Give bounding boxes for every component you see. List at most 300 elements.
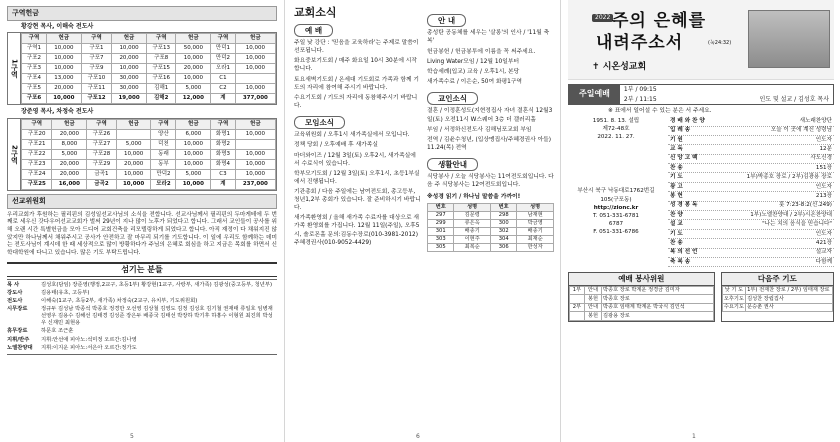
table-cell: 구포20: [22, 129, 52, 139]
staff-role: 시무장로: [7, 306, 28, 313]
column-header: 구역: [211, 119, 236, 129]
table-cell: 구포7: [81, 54, 111, 64]
address: 부산시 북구 낙동대로1762번길 105(구포동): [577, 188, 655, 203]
church-info: [568, 117, 664, 267]
table-cell: 237,000: [235, 179, 275, 189]
table-cell: 박금영: [517, 219, 554, 227]
order-label: 봉 헌: [670, 192, 683, 199]
news-item: 새가족환영회 / 올해 새가족 수료자를 대상으로 새가족 환영회를 가집니다. 12월 11일(주일), 오후5시, 솔로몬홀 문의:김동수장로(010-3981-2012) 주혜경권사(010-9052-4429): [294, 215, 420, 246]
table-cell: 10,000: [235, 84, 275, 94]
table-row: [22, 149, 276, 159]
table-cell: 구포27: [87, 139, 117, 149]
column-header: 구역: [22, 34, 47, 44]
service-volunteers: [568, 272, 715, 321]
table-cell: 10,000: [47, 44, 82, 54]
table-cell: [235, 139, 275, 149]
table-cell: 남재현: [517, 211, 554, 219]
staff-role: 목 사: [7, 281, 20, 288]
column-header: 구역: [146, 34, 176, 44]
zone2-leader: 장준영 목사, 차정숙 전도사: [21, 108, 94, 116]
table-cell: 16,000: [52, 179, 87, 189]
column-header: 헌금: [176, 119, 211, 129]
staff-names: 이해숙(1교구, 초등2부, 새가족) 차정숙(2교구, 유치부, 기도위원회): [41, 297, 198, 304]
staff-role: 휴무장로: [7, 328, 28, 335]
table-cell: 구포23: [22, 159, 52, 169]
table-cell: 298: [490, 211, 516, 219]
table-cell: 구포6: [22, 94, 47, 104]
table-cell: C3: [211, 169, 236, 179]
column-header: 헌금: [112, 34, 147, 44]
column-header: 헌금: [116, 119, 151, 129]
table-cell: [116, 129, 151, 139]
table-row: [722, 295, 832, 304]
worship-tag: 예 배: [294, 24, 333, 37]
order-value: 새노래찬양단: [799, 117, 832, 124]
life-tag: 생활안내: [427, 158, 478, 171]
table-row: [428, 243, 554, 251]
order-label: 복 의 선 언: [670, 249, 698, 256]
order-label: 축 복 송: [670, 258, 691, 265]
column-header: 헌금: [235, 34, 275, 44]
table-cell: 300: [490, 219, 516, 227]
table-cell: C1: [211, 74, 236, 84]
table-cell: 배종기: [517, 227, 554, 235]
table-cell: 305: [428, 243, 454, 251]
meeting-tag: 모임소식: [294, 116, 345, 129]
order-row: [668, 127, 834, 136]
order-label: 기 원: [670, 136, 683, 143]
table-row: [22, 94, 276, 104]
table-cell: 금곡1: [87, 169, 117, 179]
table-cell: 20,000: [176, 64, 211, 74]
news-column-left: [294, 6, 421, 252]
staff-role: 전도사: [7, 297, 23, 304]
church-building-image: [748, 10, 830, 68]
table-cell: 10,000: [116, 179, 151, 189]
volume: 제72-48호: [602, 126, 630, 133]
table-row: [428, 219, 554, 227]
table-cell: 10,000: [47, 64, 82, 74]
column-header: 헌금: [235, 119, 275, 129]
order-label: 찬 송: [670, 164, 683, 171]
order-label: 찬 양: [670, 211, 683, 218]
table-cell: 오라1: [211, 64, 236, 74]
table-cell: 10,000: [235, 44, 275, 54]
table-cell: 김성찬 장립집사: [746, 295, 833, 304]
bible-title: ※성경 읽기 / 하나님 말씀을 가까이!: [427, 193, 521, 200]
table-cell: 최복순: [454, 243, 491, 251]
staff-role: 노엘찬양대: [7, 344, 33, 351]
order-value: 사도신경: [810, 155, 832, 162]
staff-names: 하문호 조근훈: [41, 328, 74, 335]
column-header: 성명: [454, 203, 491, 211]
table-cell: 구포11: [81, 84, 111, 94]
table-cell: 19,000: [112, 94, 147, 104]
news-item: 마더와이즈 / 12월 3일(토) 오후2시, 새가족실에서 수료식이 있습니다.: [294, 152, 416, 167]
order-row: [668, 249, 834, 258]
table-cell: 구포16: [146, 74, 176, 84]
order-row: [668, 258, 834, 267]
table-cell: 304: [490, 235, 516, 243]
order-value: 룻 7:23-8:2(신.249): [779, 202, 832, 209]
news-column-right: [427, 6, 554, 252]
member-tag: 교인소식: [427, 92, 478, 105]
table-cell: 봉헌: [584, 295, 601, 304]
news-item: 학습세례(입교) 교육 / 오후1시, 본당: [427, 68, 520, 75]
news-item: 부임 / 서정하신전도사 김해님포교회 부임: [427, 126, 532, 133]
table-cell: [570, 312, 585, 321]
table-cell: 299: [428, 219, 454, 227]
table-cell: 김해1: [146, 84, 176, 94]
table-cell: 화명3: [211, 149, 236, 159]
order-row: [668, 239, 834, 248]
table-cell: 박종호 장로: [602, 295, 714, 304]
table-cell: 10,000: [116, 169, 151, 179]
table-cell: 화명1: [211, 129, 236, 139]
news-item: 주일 낮 강단 : '믿음을 교육하라'는 주제로 말씀이 선포됩니다.: [294, 40, 419, 55]
table-cell: 30,000: [112, 84, 147, 94]
order-value: 213장: [815, 192, 832, 199]
table-cell: 1부) 전재찬 장로 / 2부) 임태재 장로: [746, 286, 833, 295]
service-2-time: 2부 / 11:15: [623, 95, 657, 103]
table-cell: 배종기: [454, 227, 491, 235]
column-header: 구역: [22, 119, 52, 129]
order-value: 421장: [815, 239, 832, 246]
order-value: 인도자: [815, 136, 832, 143]
news-item: 수요기도회 / 기도의 자리에 동참해주시기 바랍니다.: [294, 94, 418, 109]
table-cell: 306: [490, 243, 516, 251]
table-cell: 301: [428, 227, 454, 235]
news-item: 전역 / 김윤수청년, (입상맹집사/주혜경권사 아들) 11.24(목) 전역: [427, 136, 552, 151]
order-row: [668, 117, 834, 126]
table-cell: [570, 295, 585, 304]
table-row: [22, 159, 276, 169]
order-row: [668, 192, 834, 201]
date: 2022. 11. 27.: [597, 134, 635, 141]
table-row: [22, 169, 276, 179]
table-cell: 최재순: [517, 235, 554, 243]
year-badge: 2022: [592, 14, 613, 22]
zone1-leader: 황강현 목사, 이해숙 전도사: [21, 22, 94, 30]
table-cell: 류은옥: [454, 219, 491, 227]
table-cell: 10,000: [112, 64, 147, 74]
bible-table: [427, 203, 554, 252]
table-cell: 만덕1: [211, 44, 236, 54]
table-row: [722, 286, 832, 295]
service-leader: 인도 및 설교 / 김성호 목사: [759, 95, 829, 103]
staff-names: 김용태(유초, 고등부): [41, 289, 90, 296]
staff-names: 정규두 김성남 박종석 박종호 정경만 오선영 김상철 김영도 김정 김성호 김기철 권재태 류일호 임병재 선영우 김용수 김해선 김태경 김성준 장은두 배종국 김태선 박장하 박기후 하홍수 이형원 최진희 박성우 신재민 최현용: [41, 306, 273, 327]
table-cell: 동부: [151, 159, 176, 169]
column-header: 구역: [151, 119, 176, 129]
staff-role: 강도사: [7, 289, 23, 296]
table-cell: 10,000: [176, 149, 211, 159]
order-row: [668, 202, 834, 211]
order-label: 경 배 와 찬 양: [670, 117, 705, 124]
table-cell: 10,000: [176, 139, 211, 149]
table-cell: 계: [211, 179, 236, 189]
table-cell: 10,000: [176, 74, 211, 84]
news-item: Living Water모임 / 12월 10일부터: [427, 58, 520, 65]
table-cell: 양산: [151, 129, 176, 139]
table-cell: 구포28: [87, 149, 117, 159]
table-cell: 봉헌: [584, 312, 601, 321]
cover-title-2: 내려주소서: [596, 33, 684, 53]
staff-names: 지휘:안선애 피아노:석미정 오르간:김나영: [41, 336, 137, 343]
order-value: 다함께: [815, 258, 832, 265]
table-cell: 화명2: [211, 139, 236, 149]
table-cell: 금곡2: [87, 179, 117, 189]
order-value: 오늘 이 곳에 계신 성령님: [770, 127, 832, 134]
table-cell: 수요기도: [723, 304, 744, 311]
table-cell: 낮 기 도: [722, 286, 745, 295]
table-cell: 구포1: [81, 44, 111, 54]
table-cell: 10,000: [47, 54, 82, 64]
table-cell: 10,000: [235, 54, 275, 64]
service-1-time: 1부 / 09:15: [623, 86, 657, 93]
table-cell: 구포25: [22, 179, 52, 189]
table-cell: 모라2: [151, 179, 176, 189]
verse-ref: (눅24:32): [708, 40, 732, 46]
table-cell: 한성자: [517, 243, 554, 251]
table-cell: 구역1: [22, 44, 47, 54]
table-row: [22, 74, 276, 84]
table-cell: 구포8: [146, 54, 176, 64]
order-label: 교 독: [670, 145, 683, 152]
table-cell: 만덕2: [211, 54, 236, 64]
order-label: 광 고: [670, 183, 683, 190]
telephone: T. 051-331-6781: [593, 212, 639, 219]
table-cell: 구포15: [146, 64, 176, 74]
table-row: [570, 295, 714, 304]
table-cell: 20,000: [116, 159, 151, 169]
middle-panel: [286, 0, 560, 442]
order-value: 인도자: [815, 230, 832, 237]
prayer-title: 다음주 기도: [722, 273, 833, 285]
table-cell: 구포10: [81, 74, 111, 84]
table-cell: 13,000: [47, 74, 82, 84]
table-cell: 5,000: [52, 149, 87, 159]
table-cell: 20,000: [52, 159, 87, 169]
fax: F. 051-331-6786: [593, 228, 639, 235]
service-title: 예배 봉사위원: [569, 273, 714, 285]
news-item: 식당봉사 / 오늘 식당봉사는 11여전도회입니다. 다음 주 식당봉사는 12여전도회입니다.: [427, 174, 554, 189]
table-cell: 이현주: [454, 235, 491, 243]
table-cell: 구포22: [22, 149, 52, 159]
order-value: 12분: [819, 145, 832, 152]
table-cell: 안내: [584, 303, 601, 312]
news-item: 화요중보기도회 / 매주 화요일 10시 30분에 시작합니다.: [294, 58, 417, 73]
order-value: 인도자: [815, 183, 832, 190]
order-label: 기 도: [670, 174, 683, 181]
order-label: 기 도: [670, 230, 683, 237]
table-row: [22, 44, 276, 54]
table-cell: 10,000: [235, 129, 275, 139]
news-title: 교회소식: [294, 6, 337, 19]
news-item: 학부모기도회 / 12월 3일(토) 오후1시, 초등1부실에서 진행됩니다.: [294, 170, 420, 185]
column-header: 구역: [87, 119, 117, 129]
order-row: [668, 173, 834, 182]
order-label: 설 교: [670, 221, 683, 228]
table-cell: [235, 74, 275, 84]
column-header: 성명: [517, 203, 554, 211]
table-cell: 30,000: [112, 74, 147, 84]
order-row: [668, 145, 834, 154]
order-label: 입 례 송: [670, 127, 691, 134]
table-cell: 10,000: [235, 169, 275, 179]
table-cell: 계: [211, 94, 236, 104]
table-cell: 20,000: [47, 84, 82, 94]
table-cell: 구포26: [87, 129, 117, 139]
table-cell: 10,000: [112, 44, 147, 54]
table-header-row: [22, 34, 276, 44]
table-cell: 박종호 임태계 박계운 박국식 김인석: [602, 303, 714, 312]
table-row: [570, 312, 714, 321]
table-cell: 10,000: [235, 159, 275, 169]
page-number-mid: 6: [416, 432, 420, 440]
order-note: ※ 표에서 일어설 수 있는 분은 서 주세요.: [608, 108, 712, 114]
table-cell: 10,000: [47, 94, 82, 104]
table-header-row: [428, 203, 554, 211]
table-row: [22, 129, 276, 139]
table-cell: 10,000: [235, 64, 275, 74]
column-header: 구역: [211, 34, 236, 44]
table-cell: 20,000: [52, 169, 87, 179]
column-header: 헌금: [176, 34, 211, 44]
table-cell: 10,000: [176, 179, 211, 189]
table-cell: 구포13: [146, 44, 176, 54]
table-cell: 구포4: [22, 74, 47, 84]
sunday-service-box: [568, 84, 834, 105]
table-row: [22, 179, 276, 189]
offering-title: 구역헌금: [7, 6, 277, 21]
table-cell: 구포24: [22, 169, 52, 179]
table-cell: 문승춘 권사: [746, 303, 833, 312]
zone1-table: [7, 32, 277, 105]
table-cell: 297: [428, 211, 454, 219]
order-row: [668, 155, 834, 164]
table-cell: 20,000: [52, 129, 87, 139]
table-row: [428, 211, 554, 219]
table-cell: 5,000: [176, 169, 211, 179]
order-row: [668, 220, 834, 229]
table-row: [570, 303, 714, 312]
order-value: 151장: [815, 164, 832, 171]
cover-title-1: 주의 은혜를: [612, 11, 707, 31]
table-cell: 10,000: [176, 54, 211, 64]
order-row: [668, 230, 834, 239]
table-cell: 안내: [584, 286, 601, 295]
zone2-table: [7, 118, 277, 191]
news-item: 새가족수료 / 이은순, 50여 화평1구역: [427, 78, 523, 85]
news-item: 기관총회 / 다음 주일에는 남여전도회, 총고등부, 청년1,2부 총회가 있습니다. 잘 준비하시기 바랍니다.: [294, 189, 421, 212]
table-row: [22, 64, 276, 74]
table-cell: 동래: [151, 149, 176, 159]
table-cell: C2: [211, 84, 236, 94]
staff-names: 김성호(담임) 장준영(행정,2교구, 초등1부) 황강현(1교구, 사랑부, 새가족) 김광성(중고등부, 청년부): [41, 281, 273, 288]
zone2-label: 2구역: [8, 119, 21, 190]
table-cell: 구포9: [81, 64, 111, 74]
order-row: [668, 211, 834, 220]
order-label: 찬 송: [670, 239, 683, 246]
staff-list: [7, 279, 277, 355]
right-panel: [562, 0, 840, 442]
table-cell: 구포12: [81, 94, 111, 104]
column-header: 헌금: [47, 34, 82, 44]
news-item: 토요새벽기도회 / 온세대 기도회로 가족과 함께 기도의 자리에 참여해 주시기 바랍니다.: [294, 76, 420, 91]
staff-names: 지휘:이지운 피아노:서은아 오르간:정가도: [41, 344, 137, 351]
table-row: [428, 227, 554, 235]
table-cell: 덕천: [151, 139, 176, 149]
next-week-prayer: [721, 272, 834, 321]
table-cell: 김해2: [146, 94, 176, 104]
telephone-2: 6787: [608, 220, 624, 227]
church-name: 시온성교회: [602, 62, 647, 72]
page-number-right: 1: [692, 432, 696, 440]
table-cell: 50,000: [176, 44, 211, 54]
table-cell: 오후기도: [723, 295, 744, 302]
table-cell: 화명4: [211, 159, 236, 169]
table-row: [22, 54, 276, 64]
news-item: 총성탄 공동체를 세우는 '살롱'의 인사 / '11월 축복': [427, 30, 550, 45]
news-item: 헌금봉헌 / 헌금봉투에 이름을 꼭 써주세요.: [427, 48, 536, 55]
church-logo: [592, 62, 646, 73]
mission-text: 우리교회가 후원하는 필리핀의 김성일선교사님의 소식을 전합니다. 선교사님께서 필리핀의 두마게테에 두 번째로 세우신 갓다우어선교교회가 벌써 29년이 지나 많이 노후가 되었다고 합니다. 그래서 교인들이 공사를 위해 오랜 시간 특별헌금을 모아 드디어 교회건축을 리모델링하게 되었다고 합니다. 아직 재정이 다 채워지진 않았지만 하나님께서 채워주시고 공사가 안전하고 잘 마무리 되기를 기도합니다. 이 일에 우리도 함께하는 데미는 전도사님이 계시데 한 때 세상적으로 많이 방황하다가 주님의 은혜로 회심을 하고 지금은 목회를 하면서 신학대학원에 다니고 있습니다. 많은 기도 부탁드립니다.: [7, 211, 277, 256]
column-header: 번호: [490, 203, 516, 211]
table-cell: 구포2: [22, 54, 47, 64]
staff-role: 지휘/반주: [7, 336, 30, 343]
servers-title: 섬기는 분들: [7, 262, 277, 277]
table-cell: 5,000: [116, 139, 151, 149]
table-cell: 10,000: [116, 149, 151, 159]
worship-order: [668, 117, 834, 267]
table-cell: 구포29: [87, 159, 117, 169]
cross-icon: ✝: [592, 62, 600, 72]
table-cell: 구포5: [22, 84, 47, 94]
table-cell: 303: [428, 235, 454, 243]
table-row: [722, 303, 832, 312]
column-header: 구역: [81, 34, 111, 44]
table-cell: 1부: [570, 286, 585, 295]
table-cell: 5,000: [176, 84, 211, 94]
table-cell: 박종호 장로 박계운 정경금 김미자: [602, 286, 714, 295]
table-row: [428, 235, 554, 243]
sunday-tag: 주일예배: [569, 85, 620, 104]
table-cell: 구포3: [22, 64, 47, 74]
table-header-row: [22, 119, 276, 129]
table-cell: 302: [490, 227, 516, 235]
table-cell: 김문령: [454, 211, 491, 219]
table-cell: 20,000: [112, 54, 147, 64]
table-cell: 10,000: [235, 149, 275, 159]
website[interactable]: http://zionc.kr: [593, 204, 639, 211]
order-label: 신 앙 고 백: [670, 155, 698, 162]
news-item: 교육위원회 / 오후1시 새가족실에서 모입니다.: [294, 132, 410, 139]
table-cell: 2부: [570, 303, 585, 312]
table-row: [22, 84, 276, 94]
order-label: 성 경 봉 독: [670, 202, 698, 209]
table-cell: 만덕2: [151, 169, 176, 179]
table-cell: 구포21: [22, 139, 52, 149]
founded: 1951. 8. 13. 설립: [592, 118, 640, 125]
order-value: 1부)박종호 장로 / 2부)김광용 장로: [746, 174, 832, 181]
page-number-left: 5: [130, 432, 134, 440]
order-value: "나는 치의 음식을 믿습니다": [762, 221, 832, 228]
table-cell: 8,000: [52, 139, 87, 149]
table-cell: 12,000: [176, 94, 211, 104]
order-row: [668, 164, 834, 173]
left-panel: [0, 0, 284, 442]
